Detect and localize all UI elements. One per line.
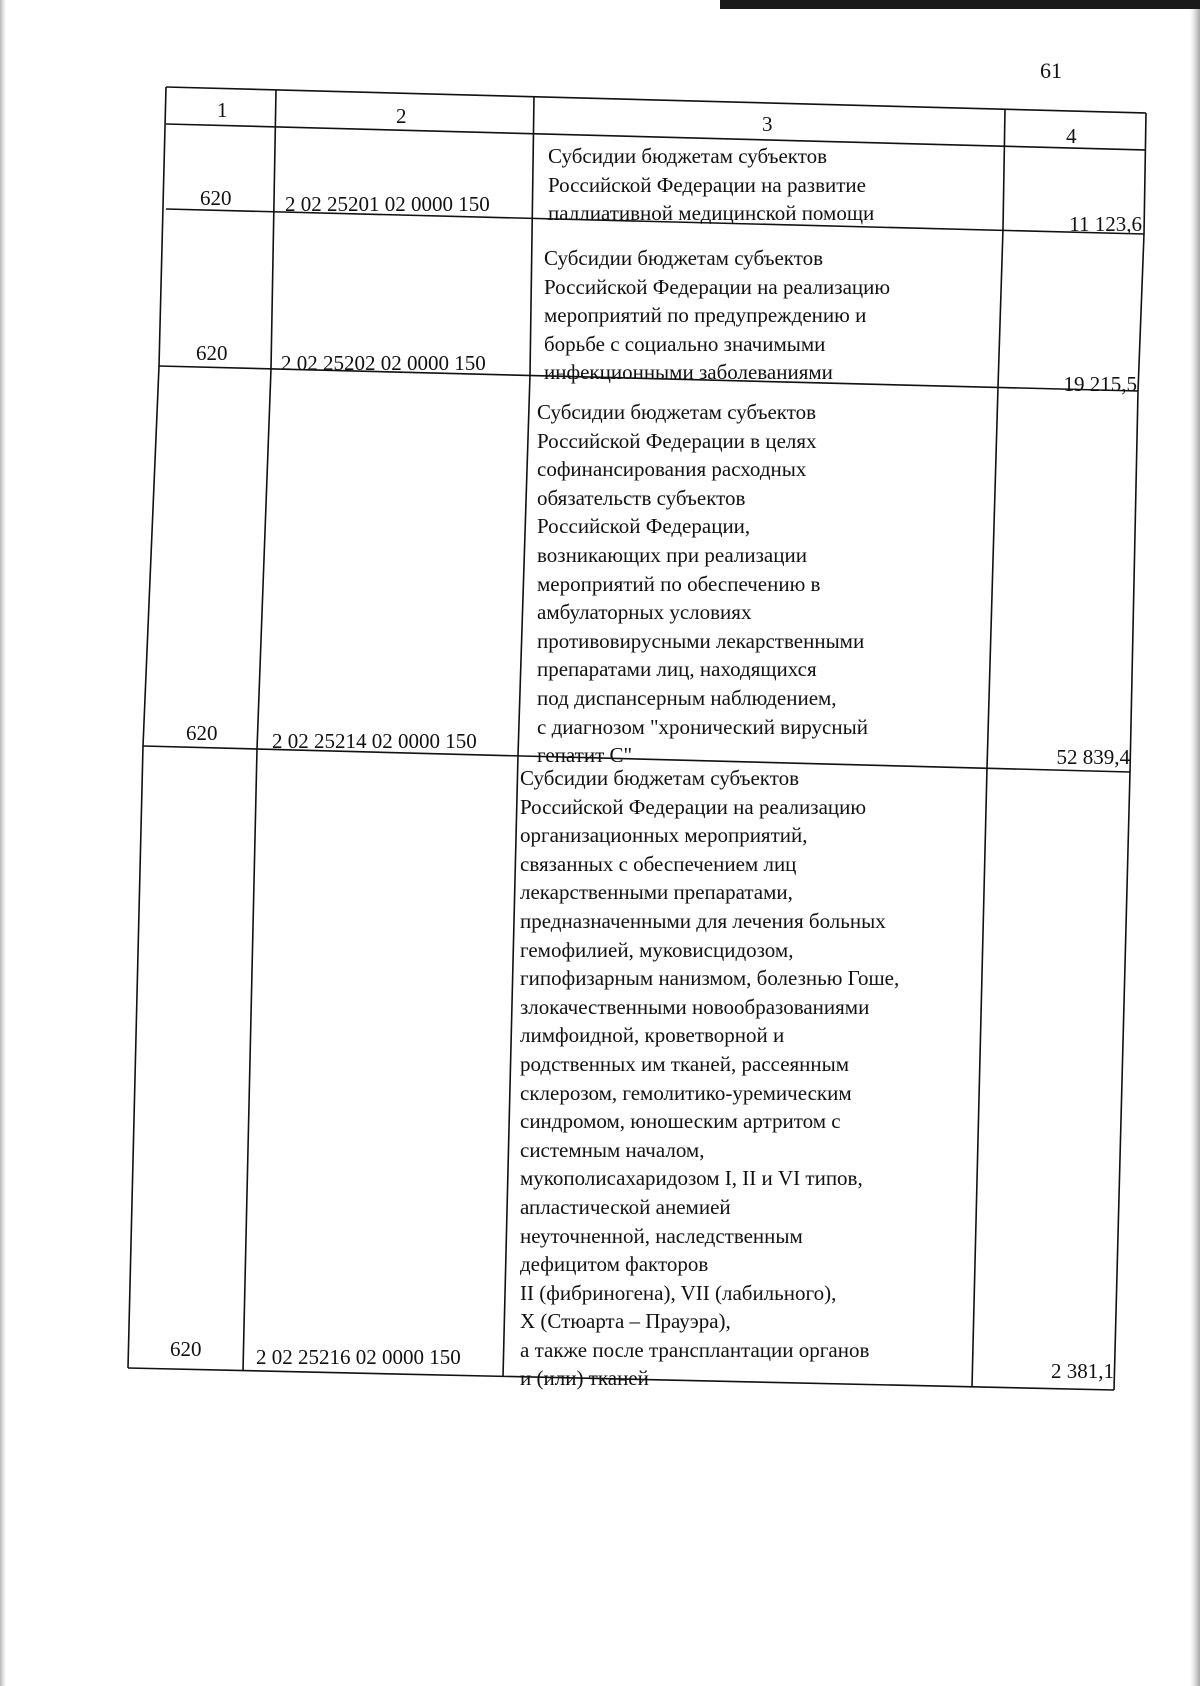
row-1-description: Субсидии бюджетам субъектов Российской Федерации на развитие паллиативной медицинской помощи xyxy=(548,144,875,226)
page-number: 61 xyxy=(1040,58,1062,83)
row-3-kbk: 2 02 25214 02 0000 150 xyxy=(272,729,477,753)
row-3-amount: 52 839,4 xyxy=(1056,745,1130,769)
row-1-code: 620 xyxy=(200,186,232,210)
row-1-kbk: 2 02 25201 02 0000 150 xyxy=(285,192,490,216)
row-4-code: 620 xyxy=(170,1337,202,1361)
row-4-description: Субсидии бюджетам субъектов Российской Федерации на реализацию организационных мероприятий, связанных с обеспечением лиц лекарственными препаратами, предназначенными для лечения больных гемофилией, муковисцидозом, гипофизарным нанизмом, болезнью Гоше, злокачественными новообразованиями лимфоидной, кроветворной и родственных им тканей, рассеянным склерозом, гемолитико-уремическим синдромом, юношеским артритом с системным началом, мукополисахаридозом I, II и VI типов, апластической анемией неуточненной, наследственным дефицитом факторов II (фибриногена), VII (лабильного), X (Стюарта – Прауэра), а также после трансплантации органов и (или) тканей xyxy=(520,766,900,1391)
row-1-amount: 11 123,6 xyxy=(1069,212,1142,236)
row-4-amount: 2 381,1 xyxy=(1051,1359,1114,1383)
header-col-2: 2 xyxy=(396,104,407,128)
row-4-kbk: 2 02 25216 02 0000 150 xyxy=(256,1345,461,1369)
row-2-code: 620 xyxy=(196,341,228,365)
row-2-amount: 19 215,5 xyxy=(1063,372,1137,396)
header-col-3: 3 xyxy=(762,112,773,136)
row-2-description: Субсидии бюджетам субъектов Российской Федерации на реализацию мероприятий по предупреждению и борьбе с социально значимыми инфекционными заболеваниями xyxy=(544,246,891,385)
header-col-1: 1 xyxy=(217,98,228,122)
row-2-kbk: 2 02 25202 02 0000 150 xyxy=(281,351,486,375)
row-3-description: Субсидии бюджетам субъектов Российской Федерации в целях софинансирования расходных обязательств субъектов Российской Федерации, возникающих при реализации мероприятий по обеспечению в амбулаторных условиях противовирусными лекарственными препаратами лиц, находящихся под диспансерным наблюдением, с диагнозом "хронический вирусный гепатит С" xyxy=(537,400,868,768)
row-3-code: 620 xyxy=(186,721,218,745)
header-col-4: 4 xyxy=(1066,124,1077,148)
